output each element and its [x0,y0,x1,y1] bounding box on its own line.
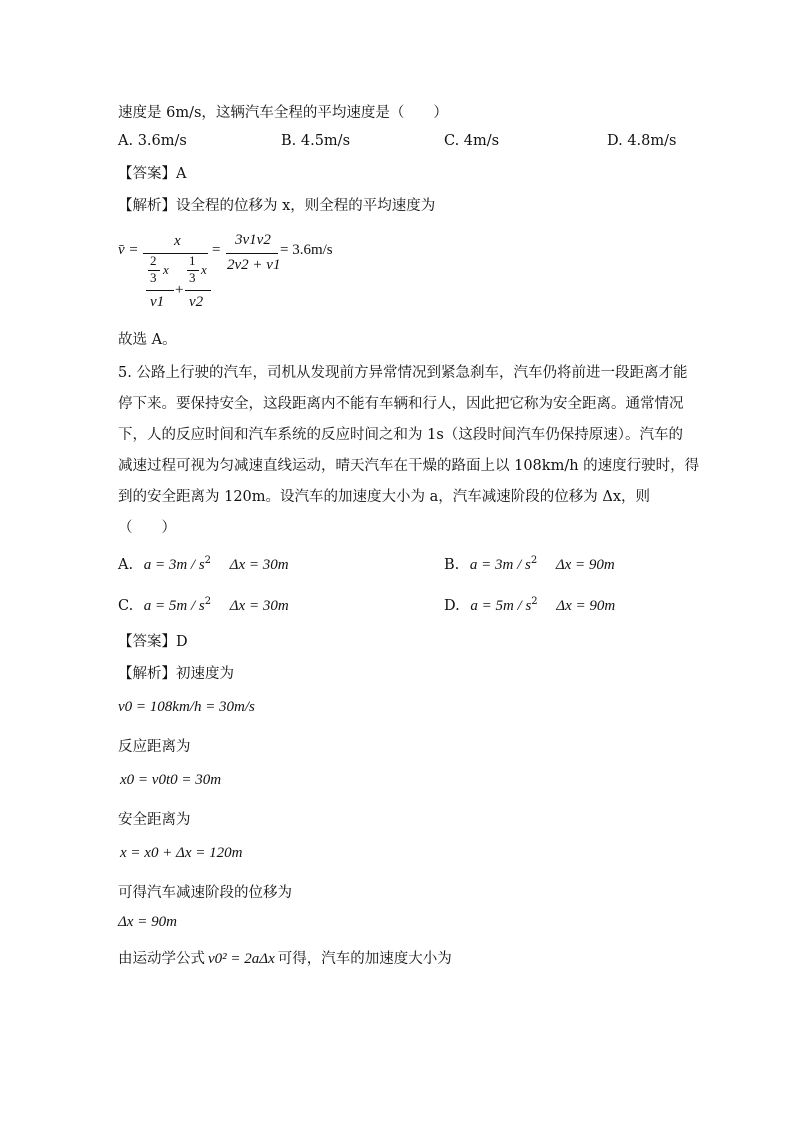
eq-v0: v0 = 108km/h = 30m/s [118,699,255,715]
option-label: A. [118,557,134,573]
q5-option-b [444,555,615,574]
q5-analysis-line [118,664,234,684]
q4-answer-line [118,164,186,184]
result-bar [226,253,278,254]
answer-tag: 【答案】 [118,166,176,182]
eq-x0: x0 = v0t0 = 30m [120,772,222,788]
q5-answer-line [118,632,188,652]
option-sup: 2 [204,555,212,566]
q4-option-c: C. 4m/s [444,133,500,149]
d1-numerator: 2 [150,253,157,268]
d2-numerator: 1 [189,253,196,268]
formula-main-numerator: x [174,233,181,249]
formula-plus: + [175,282,184,298]
option-accel: a = 3m / s [143,557,205,573]
label-safe-distance: 安全距离为 [118,812,191,828]
analysis-text: 初速度为 [176,666,234,682]
last-prefix: 由运动学公式 [118,951,205,967]
d2-outer-bar [185,290,211,291]
last-formula: v0² = 2aΔx [208,951,275,967]
option-sup: 2 [530,555,538,566]
option-dx: Δx = 90m [555,557,615,573]
d1-speed: v1 [150,294,165,310]
q4-stem-tail: 速度是 6m/s，这辆汽车全程的平均速度是（ ） [118,105,448,121]
option-accel: a = 5m / s [143,598,205,614]
q5-stem-line: （ ） [118,520,176,536]
option-label: D. [444,598,460,614]
analysis-text: 设全程的位移为 x，则全程的平均速度为 [176,198,436,214]
q5-stem-line: 下，人的反应时间和汽车系统的反应时间之和为 1s（这段时间汽车仍保持原速）。汽车的 [118,427,684,443]
answer-value: A [176,166,187,182]
d1-denominator: 3 [150,270,157,285]
analysis-tag: 【解析】 [118,666,176,682]
option-accel: a = 3m / s [469,557,531,573]
q5-option-a [118,555,289,574]
result-value: = 3.6m/s [280,242,333,258]
label-decel-displacement: 可得汽车减速阶段的位移为 [118,885,292,901]
d1-outer-bar [146,290,174,291]
eq-dx: Δx = 90m [118,914,177,930]
option-dx: Δx = 30m [229,598,289,614]
q5-option-c [118,596,289,615]
q4-analysis-line [118,196,435,216]
q4-option-a: A. 3.6m/s [118,133,187,149]
q5-stem-line: 5. 公路上行驶的汽车，司机从发现前方异常情况到紧急刹车，汽车仍将前进一段距离才能 [118,365,688,381]
q5-stem-line: 到的安全距离为 120m。设汽车的加速度大小为 a，汽车减速阶段的位移为 Δx，则 [118,489,651,505]
answer-value: D [176,634,188,650]
option-dx: Δx = 90m [556,598,616,614]
answer-tag: 【答案】 [118,634,176,650]
option-accel: a = 5m / s [470,598,532,614]
d2-variable: x [201,262,207,277]
option-sup: 2 [204,596,212,607]
q4-option-d: D. 4.8m/s [607,133,677,149]
q4-option-b: B. 4.5m/s [281,133,351,149]
option-label: C. [118,598,134,614]
formula-equals: = [212,242,221,258]
d2-speed: v2 [189,294,204,310]
option-sup: 2 [531,596,538,607]
label-reaction-distance: 反应距离为 [118,739,191,755]
q5-option-d [444,596,615,615]
result-denominator: 2v2 + v1 [227,257,281,273]
analysis-tag: 【解析】 [118,198,176,214]
result-numerator: 3v1v2 [235,232,271,248]
q5-stem-line: 停下来。要保持安全，这段距离内不能有车辆和行人，因此把它称为安全距离。通常情况 [118,396,684,412]
q5-last-line [118,949,452,969]
option-dx: Δx = 30m [229,557,289,573]
option-label: B. [444,557,460,573]
formula-lhs: v̄ = [118,242,139,258]
eq-x: x = x0 + Δx = 120m [120,845,243,861]
q4-conclusion: 故选 A。 [118,332,177,348]
d1-variable: x [163,262,169,277]
last-suffix: 可得，汽车的加速度大小为 [277,951,452,967]
q5-stem-line: 减速过程可视为匀减速直线运动，晴天汽车在干燥的路面上以 108km/h 的速度行驶时，得 [118,458,700,474]
d2-denominator: 3 [189,270,196,285]
